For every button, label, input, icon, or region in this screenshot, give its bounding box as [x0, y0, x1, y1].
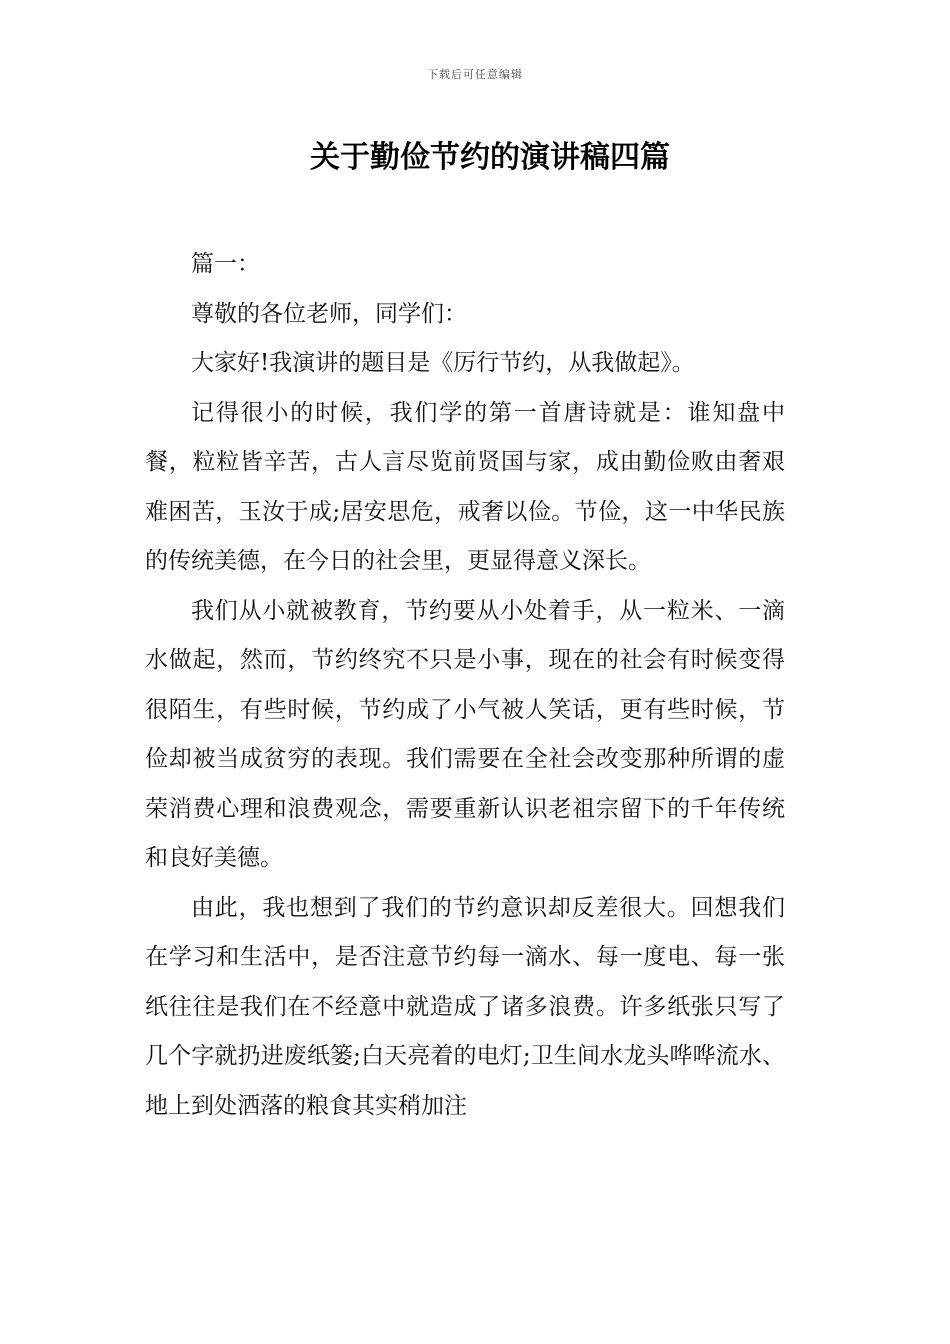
body-paragraph: 记得很小的时候，我们学的第一首唐诗就是：谁知盘中餐，粒粒皆辛苦，古人言尽览前贤国与家，成由勤俭败由奢艰难困苦，玉汝于成;居安思危，戒奢以俭。节俭，这一中华民族的传统美德，在今日的社会里，更显得意义深长。 [145, 399, 785, 574]
body-paragraph: 由此，我也想到了我们的节约意识却反差很大。回想我们在学习和生活中，是否注意节约每一滴水、每一度电、每一张纸往往是我们在不经意中就造成了诸多浪费。许多纸张只写了几个字就扔进废纸篓;白天亮着的电灯;卫生间水龙头哗哗流水、地上到处洒落的粮食其实稍加注 [145, 894, 785, 1119]
section-heading: 篇一： [191, 251, 260, 277]
greeting-paragraph: 大家好!我演讲的题目是《厉行节约，从我做起》。 [191, 350, 695, 376]
body-paragraph: 我们从小就被教育，节约要从小处着手，从一粒米、一滴水做起，然而，节约终究不只是小事，现在的社会有时候变得很陌生，有些时候，节约成了小气被人笑话，更有些时候，节俭却被当成贫穷的表现。我们需要在全社会改变那种所谓的虚荣消费心理和浪费观念，需要重新认识老祖宗留下的千年传统和良好美德。 [145, 597, 785, 871]
salutation: 尊敬的各位老师，同学们： [191, 300, 467, 327]
document-title: 关于勤俭节约的演讲稿四篇 [310, 140, 670, 175]
header-note: 下载后可任意编辑 [427, 68, 523, 81]
document-body [145, 240, 785, 1131]
